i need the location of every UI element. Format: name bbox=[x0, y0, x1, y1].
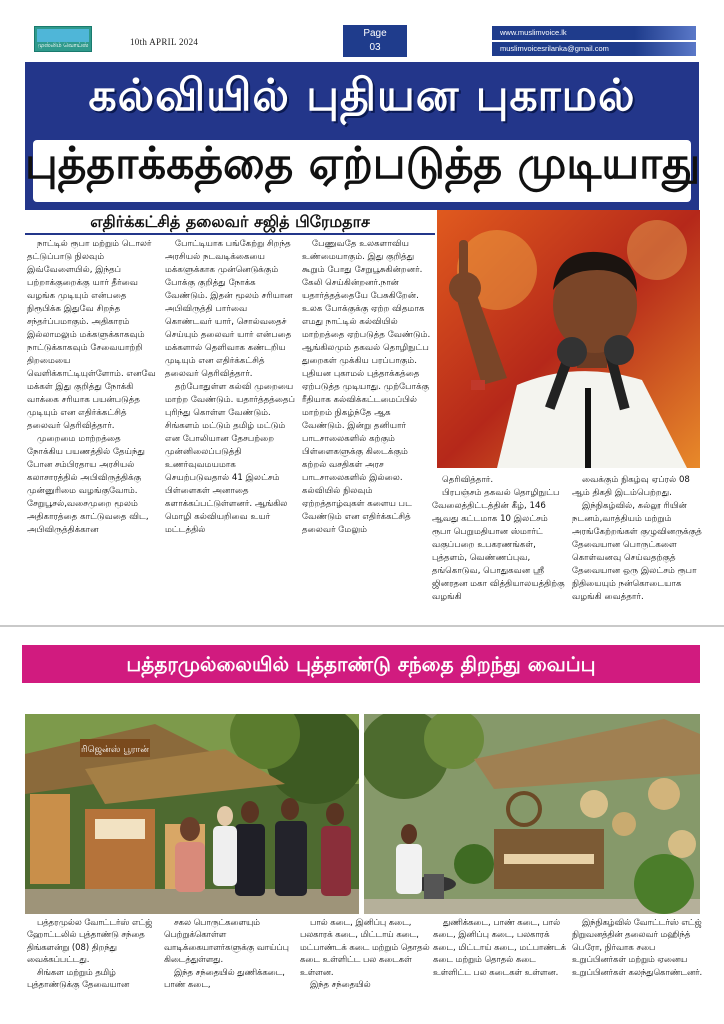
paragraph: பத்தரமுல்ல வோட்டர்ஸ் எட்ஜ் ஹோட்டலில் புத்தாண்டு சந்தை திங்களன்று (08) திறந்து வைக்கப்பட்டது. bbox=[27, 917, 153, 965]
market-column-1 bbox=[27, 916, 162, 990]
page-label: Page bbox=[363, 28, 387, 39]
market-column-2 bbox=[164, 916, 299, 990]
paragraph: இந்த சந்தையில் துணிக்கடை, பாண் கடை, bbox=[164, 966, 285, 990]
byline-text: எதிர்க்கட்சித் தலைவர் சஜித் பிரேமதாச bbox=[90, 212, 370, 231]
article-column-4 bbox=[432, 474, 567, 619]
market-left-illustration bbox=[25, 714, 359, 914]
logo-banner bbox=[37, 29, 89, 42]
logo-text: முஸ்லிம் வொய்ஸ் bbox=[37, 43, 89, 49]
market-right-illustration bbox=[364, 714, 700, 914]
market-column-3 bbox=[300, 916, 435, 990]
article-column-3 bbox=[302, 238, 434, 618]
paragraph: இந்நிகழ்வில் வோட்டர்ஸ் எட்ஜ் நிறுவனத்தின் தலைவர் மஹிந்த் பெரோ, நிர்வாக சபை உறுப்பினர்கள் மற்றும் ஏனைய உறுப்பினர்கள் கலந்துகொண்டனர். bbox=[572, 917, 703, 977]
speaker-photo-illustration bbox=[437, 210, 700, 468]
paragraph: துணிக்கடை, பாண் கடை, பால் கடை, இனிப்பு கடை, பலகாரக் கடை, மிட்டாய் கடை, மட்பாண்டக் கடை மற்றும் தொதல் கடை உள்ளிட்ட பல கடைகள் உள்ளன. bbox=[433, 917, 567, 977]
paragraph: பிரபஞ்சம் தகவல் தொழிநுட்ப வேலைத்திட்டத்தின் கீழ், 146 ஆவது கட்டமாக 10 இலட்சம் ரூபா பெறுமதியான ஸ்மார்ட் வகுப்பறை உபகரணங்கள், புத்தளம், வெண்ணப்புவ, தங்கொடுவ, பொதுகவன ஸ்ரீ ஜினரதன மகா வித்தியாலயத்திற்கு வழங்கி bbox=[432, 488, 565, 602]
issue-date: 10th APRIL 2024 bbox=[130, 37, 199, 47]
market-column-4 bbox=[433, 916, 568, 978]
article-column-5 bbox=[572, 474, 707, 619]
article-column-2 bbox=[165, 238, 297, 618]
paragraph: நாட்டில் ரூபா மற்றும் டொலர் தட்டுப்பாடு நிலவும் இவ்வேளையில், இந்தப் பற்றாக்குறைக்கு யார் தீர்வை வழங்க முடியும் என்பதை நிரூபிக்க இதுவே சிறந்த சந்தர்ப்பமாகும். அதிகாரம் இல்லாமலும் மக்களுக்காகவும் நாட்டுக்காகவும் சேவையாற்றி திறமையை வெளிக்காட்டியுள்ளோம். எனவே மக்கள் இது குறித்து நோக்கி வாக்கை சரியாக பயன்படுத்த முடியும் என எதிர்க்கட்சித் தலைவர் தெரிவித்தார். bbox=[27, 239, 156, 431]
market-headline: பத்தரமுல்லையில் புத்தாண்டு சந்தை திறந்து வைப்பு bbox=[22, 645, 700, 683]
paragraph: வைக்கும் நிகழ்வு ஏப்ரல் 08 ஆம் திகதி இடம்பெற்றது. bbox=[572, 475, 690, 498]
article-column-1 bbox=[27, 238, 159, 618]
paragraph: சகல பொருட்களையும் பெற்றுக்கொள்ள வாடிக்கையாளர்களுக்கு வாய்ப்பு கிடைத்துள்ளது. bbox=[164, 917, 289, 965]
paragraph: முறைமை மாற்றத்தை நோக்கிய பயணத்தில் தேய்ந்து போன சம்பிரதாய அரசியல் கலாசாரத்தில் அபிவிருத்திக்கு முன்னுரிமை வழங்குவோம். சேறுபூசல்,வசைமுறை மூலம் அதிகாரத்தை காட்டுவதை விட, அபிவிருத்திக்கான bbox=[27, 434, 149, 535]
website-link[interactable]: www.muslimvoice.lk bbox=[492, 26, 696, 40]
email-link[interactable]: muslimvoicesrilanka@gmail.com bbox=[492, 42, 696, 56]
paragraph: பேணுவதே உலகளாவிய உண்மையாகும். இது குறித்து கூறும் போது சேறுபூசுகின்றனர். கேலி செய்கின்றனர்.நான் யதார்த்தத்தையே பேசுகிறேன். உலக போக்குக்கு ஏற்ற விதமாக எமது நாட்டில் கல்வியில் மாற்றத்தை ஏற்படுத்த வேண்டும். ஆங்கிலமும் தகவல் தொழிநுட்ப துறைகள் முக்கிய பரப்பாகும். புதியன புகாமல் புத்தாக்கத்தை ஏற்படுத்த முடியாது. முற்போக்கு ரீதியாக கல்விக்கட்டமைப்பில் மாற்றம் நிகழ்ந்தே ஆக வேண்டும். இன்று தனியார் பாடசாலைகளில் கற்கும் பிள்ளைகளுக்கு கிடைக்கும் கற்றல் வசதிகள் அரச பாடசாலைகளில் இல்லை. கல்வியில் நிலவும் ஏற்றத்தாழ்வுகள் களைய பட வேண்டும் என எதிர்க்கட்சித் தலைவர் மேலும் bbox=[302, 239, 431, 535]
market-stalls-photo-left[interactable] bbox=[25, 714, 359, 914]
muslim-voice-logo[interactable] bbox=[34, 26, 92, 52]
page-number: 03 bbox=[369, 42, 381, 53]
stall-sign-text: ரிஜென்ஸ் பூரான் bbox=[81, 745, 149, 755]
headline-line-2: புத்தாக்கத்தை ஏற்படுத்த முடியாது bbox=[25, 138, 701, 189]
headline-line-1: கல்வியில் புதியன புகாமல் bbox=[88, 70, 636, 121]
main-headline bbox=[25, 62, 699, 210]
paragraph: இந்த சந்தையில் bbox=[310, 979, 371, 990]
paragraph: பால் கடை, இனிப்பு கடை, பலகாரக் கடை, மிட்டாய் கடை, மட்பாண்டக் கடை மற்றும் தொதல் கடை உள்ளிட்ட பல கடைகள் உள்ளன. bbox=[300, 917, 430, 977]
page-number-box bbox=[343, 25, 407, 57]
byline bbox=[25, 212, 435, 234]
section-divider bbox=[0, 625, 724, 627]
paragraph: இந்நிகழ்வில், கல்லூ ரியின் நடனம்,வாத்தியம் மற்றும் அரங்கேற்றங்கள் குழுவினருக்குத் தேவையான பொருட்களை கொள்வனவு செய்வதற்குத் தேவையான ஒரு இலட்சம் ரூபா நிதியையும் நன்கொடையாக வழங்கி வைத்தார். bbox=[572, 501, 702, 602]
paragraph: போட்டியாக பங்கேற்று சிறந்த அரசியல் நடவடிக்கையை மக்களுக்காக முன்னெடுக்கும் போக்கு குறித்து நோக்க வேண்டும். இதன் மூலம் சரியான அபிவிருத்தி பார்வை கொண்டவர் யார், சொல்வதைச் செய்யும் தலைவர் யார் என்பதை மக்களால் தெளிவாக கண்டறிய முடியும் என எதிர்க்கட்சித் தலைவர் தெரிவித்தார். bbox=[165, 239, 293, 379]
byline-underline bbox=[25, 233, 435, 235]
paragraph: சிங்கள மற்றும் தமிழ் புத்தாண்டுக்கு தேவையான bbox=[27, 966, 130, 990]
page-header bbox=[0, 0, 724, 60]
paragraph: தற்போதுள்ள கல்வி முறையை மாற்ற வேண்டும். யதார்த்தத்தைப் புரிந்து கொள்ள வேண்டும். சிங்களம் மட்டும் தமிழ் மட்டும் என போலியான தேசபற்றை முன்னிலைப்படுத்தி உணர்வுவமயமாக செயற்படுவதால் 41 இலட்சம் பிள்ளைகள் அனாதை களாக்கப்பட்டுள்ளனர். ஆங்கில மொழி கல்வியறிவை உயர் மட்டத்தில் bbox=[165, 382, 296, 535]
contact-block bbox=[492, 26, 696, 56]
market-column-5 bbox=[572, 916, 707, 978]
market-stalls-photo-right[interactable] bbox=[364, 714, 700, 914]
paragraph: தெரிவித்தார். bbox=[442, 475, 494, 485]
speaker-with-microphones-photo[interactable] bbox=[437, 210, 700, 468]
